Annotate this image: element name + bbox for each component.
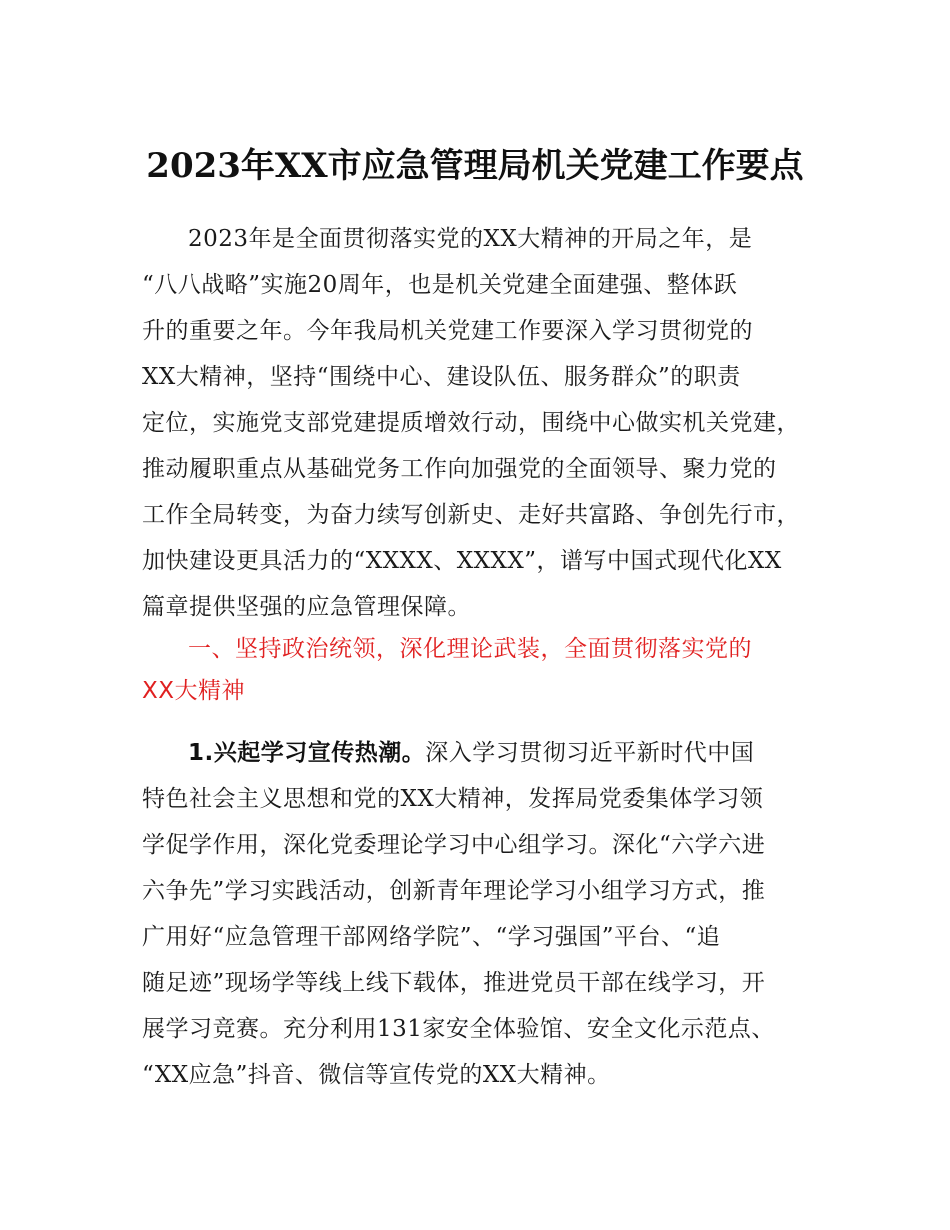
item1-line: “XX应急”抖音、微信等宣传党的XX大精神。 — [142, 1062, 611, 1088]
section-heading-line: 一、坚持政治统领，深化理论武装，全面贯彻落实党的 — [188, 636, 752, 662]
intro-line: 篇章提供坚强的应急管理保障。 — [142, 594, 471, 620]
intro-line: 定位，实施党支部党建提质增效行动，围绕中心做实机关党建， — [142, 410, 800, 436]
section-heading-line: XX大精神 — [142, 678, 246, 704]
intro-line: 推动履职重点从基础党务工作向加强党的全面领导、聚力党的 — [142, 456, 777, 482]
item1-line: 广用好“应急管理干部网络学院”、“学习强国”平台、“追 — [142, 924, 721, 950]
item1-line: 展学习竞赛。充分利用131家安全体验馆、安全文化示范点、 — [142, 1016, 775, 1042]
item1-label: 1.兴起学习宣传热潮。 — [188, 740, 426, 766]
intro-line: 工作全局转变，为奋力续写创新史、走好共富路、争创先行市， — [142, 502, 800, 528]
item1-line: 特色社会主义思想和党的XX大精神，发挥局党委集体学习领 — [142, 786, 764, 812]
item1-line: 随足迹”现场学等线上线下载体，推进党员干部在线学习，开 — [142, 970, 766, 996]
intro-line: 加快建设更具活力的“XXXX、XXXX”，谱写中国式现代化XX — [142, 548, 782, 574]
item1-line: 六争先”学习实践活动，创新青年理论学习小组学习方式，推 — [142, 878, 766, 904]
intro-line: 2023年是全面贯彻落实党的XX大精神的开局之年，是 — [188, 226, 753, 252]
item1-first-line — [188, 730, 754, 776]
intro-line: “八八战略”实施20周年，也是机关党建全面建强、整体跃 — [142, 272, 738, 298]
intro-line: 升的重要之年。今年我局机关党建工作要深入学习贯彻党的 — [142, 318, 753, 344]
intro-line: XX大精神，坚持“围绕中心、建设队伍、服务群众”的职责 — [142, 364, 741, 390]
item1-first-line-text: 深入学习贯彻习近平新时代中国 — [425, 740, 755, 766]
item1-line: 学促学作用，深化党委理论学习中心组学习。深化“六学六进 — [142, 832, 766, 858]
document-title: 2023年XX市应急管理局机关党建工作要点 — [146, 146, 804, 186]
